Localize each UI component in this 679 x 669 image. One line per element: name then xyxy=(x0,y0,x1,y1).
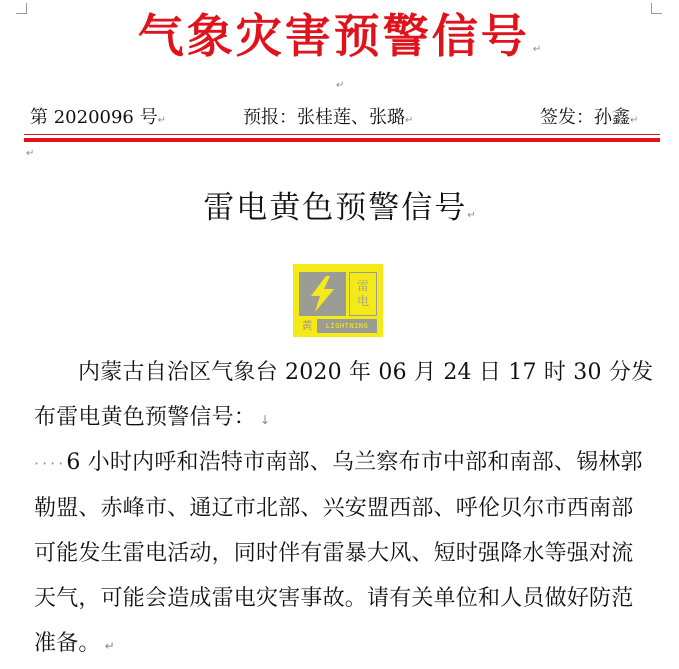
warning-paragraph-1: 内蒙古自治区气象台 2020 年 06 月 24 日 17 时 30 分发布雷电黄色预警信号： ↓ xyxy=(34,360,654,430)
lightning-bolt-icon xyxy=(299,272,346,316)
forecaster-line: 预报：张桂莲、张璐↵ xyxy=(243,107,414,128)
document-title: 气象灾害预警信号 ↵ xyxy=(137,9,542,63)
issuer-line: 签发：孙鑫↵ xyxy=(540,107,639,128)
header-rule-thick xyxy=(24,138,660,142)
warning-paragraph-2: ····6 小时内呼和浩特市南部、乌兰察布市中部和南部、锡林郭勒盟、赤峰市、通辽市北部、兴安盟西部、呼伦贝尔市西南部可能发生雷电活动，同时伴有雷暴大风、短时强降水等强对流天气，可能会造成雷电灾害事故。请有关单位和人员做好防范准备。 ↵ xyxy=(34,450,643,656)
header-rule-thin xyxy=(24,134,660,135)
paragraph-mark: ↵ xyxy=(26,148,35,159)
badge-side-label: 雷 电 xyxy=(349,272,377,316)
signal-title: 雷电黄色预警信号↵ xyxy=(203,190,476,226)
badge-color-char: 黄 xyxy=(301,319,313,332)
document-number: 第 2020096 号↵ xyxy=(30,107,166,128)
lightning-yellow-warning-badge xyxy=(293,264,383,337)
badge-english-label: LIGHTNING xyxy=(317,319,377,333)
paragraph-mark: ↵ xyxy=(336,80,345,91)
